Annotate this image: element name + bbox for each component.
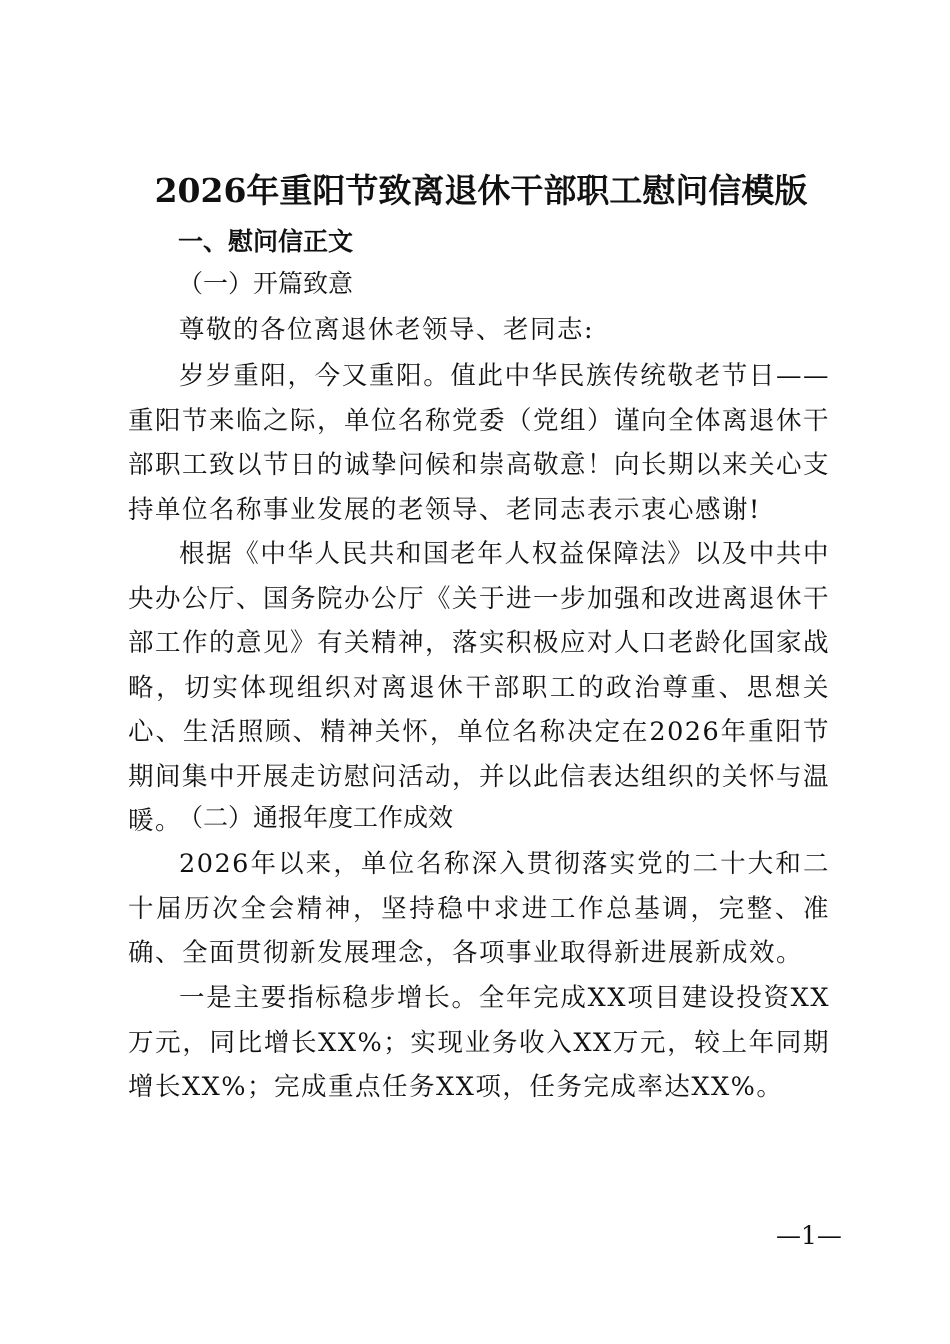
body-paragraph-1: 岁岁重阳，今又重阳。值此中华民族传统敬老节日——重阳节来临之际，单位名称党委（党组）谨向全体离退休干部职工致以节日的诚挚问候和崇高敬意！向长期以来关心支持单位名称事业发展的老领导、老同志表示衷心感谢! [128, 361, 831, 525]
section-heading: 一、慰问信正文 [178, 227, 354, 256]
page-number: —1— [776, 1221, 842, 1250]
body-paragraph-4: 一是主要指标稳步增长。全年完成XX项目建设投资XX万元，同比增长XX%；实现业务收入XX万元，较上年同期增长XX%；完成重点任务XX项，任务完成率达XX%。 [128, 983, 830, 1102]
body-paragraph-3: 2026年以来，单位名称深入贯彻落实党的二十大和二十届历次全会精神，坚持稳中求进工作总基调，完整、准确、全面贯彻新发展理念，各项事业取得新进展新成效。 [128, 849, 830, 968]
body-paragraph-2: 根据《中华人民共和国老年人权益保障法》以及中共中央办公厅、国务院办公厅《关于进一步加强和改进离退休干部工作的意见》有关精神，落实积极应对人口老龄化国家战略，切实体现组织对离退休干部职工的政治尊重、思想关心、生活照顾、精神关怀，单位名称决定在2026年重阳节期间集中开展走访慰问活动，并以此信表达组织的关怀与温暖。 [128, 539, 831, 836]
subsection-heading-report: （二）通报年度工作成效 [178, 803, 454, 832]
greeting-line: 尊敬的各位离退休老领导、老同志: [179, 315, 595, 345]
document-title: 2026年重阳节致离退休干部职工慰问信模版 [154, 171, 808, 210]
subsection-heading-opening: （一）开篇致意 [178, 269, 354, 298]
